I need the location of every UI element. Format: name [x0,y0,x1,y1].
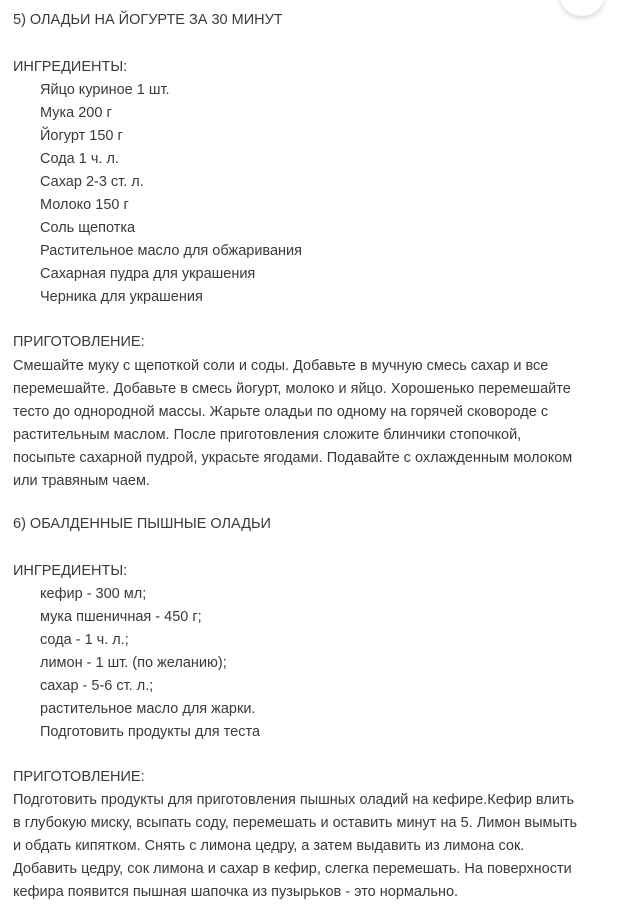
preparation-text-line: кефира появится пышная шапочка из пузырьков - это нормально. [13,884,459,900]
preparation-text-line: в глубокую миску, всыпать соду, перемешать и оставить минут на 5. Лимон вымыть [13,815,578,831]
preparation-heading: ПРИГОТОВЛЕНИЕ: [13,334,145,350]
preparation-text-line: тесто до однородной массы. Жарьте оладьи по одному на горячей сковороде с [13,404,549,420]
ingredient-item: Соль щепотка [40,220,136,236]
ingredient-item: лимон - 1 шт. (по желанию); [40,655,227,671]
ingredient-item: Йогурт 150 г [40,128,123,144]
preparation-heading: ПРИГОТОВЛЕНИЕ: [13,769,145,785]
floating-action-button[interactable] [560,0,604,16]
ingredient-item: растительное масло для жарки. [40,701,256,717]
ingredient-item: сахар - 5-6 ст. л.; [40,678,154,694]
ingredient-item: кефир - 300 мл; [40,586,147,602]
preparation-text-line: Подготовить продукты для приготовления пышных оладий на кефире.Кефир влить [13,792,575,808]
ingredients-heading: ИНГРЕДИЕНТЫ: [13,563,128,579]
ingredient-item: Яйцо куриное 1 шт. [40,82,170,98]
ingredient-item: Сахарная пудра для украшения [40,266,256,282]
ingredient-item: Мука 200 г [40,105,112,121]
ingredient-item: Растительное масло для обжаривания [40,243,302,259]
ingredient-item: Молоко 150 г [40,197,129,213]
preparation-text-line: Смешайте муку с щепоткой соли и соды. Добавьте в мучную смесь сахар и все [13,358,549,374]
recipe-title: 6) ОБАЛДЕННЫЕ ПЫШНЫЕ ОЛАДЬИ [13,516,271,532]
ingredient-item: Подготовить продукты для теста [40,724,261,740]
ingredient-item: Сахар 2-3 ст. л. [40,174,144,190]
preparation-text-line: перемешайте. Добавьте в смесь йогурт, молоко и яйцо. Хорошенько перемешайте [13,381,571,397]
ingredient-item: Сода 1 ч. л. [40,151,119,167]
preparation-text-line: посыпьте сахарной пудрой, украсьте ягодами. Подавайте с охлажденным молоком [13,450,573,466]
recipe-title: 5) ОЛАДЬИ НА ЙОГУРТЕ ЗА 30 МИНУТ [13,12,283,28]
ingredients-heading: ИНГРЕДИЕНТЫ: [13,59,128,75]
ingredient-item: сода - 1 ч. л.; [40,632,129,648]
ingredient-item: Черника для украшения [40,289,203,305]
ingredient-item: мука пшеничная - 450 г; [40,609,202,625]
preparation-text-line: Добавить цедру, сок лимона и сахар в кефир, слегка перемешать. На поверхности [13,861,572,877]
preparation-text-line: растительным маслом. После приготовления сложите блинчики стопочкой, [13,427,522,443]
preparation-text-line: или травяным чаем. [13,473,150,489]
preparation-text-line: и обдать кипятком. Снять с лимона цедру, а затем выдавить из лимона сок. [13,838,525,854]
